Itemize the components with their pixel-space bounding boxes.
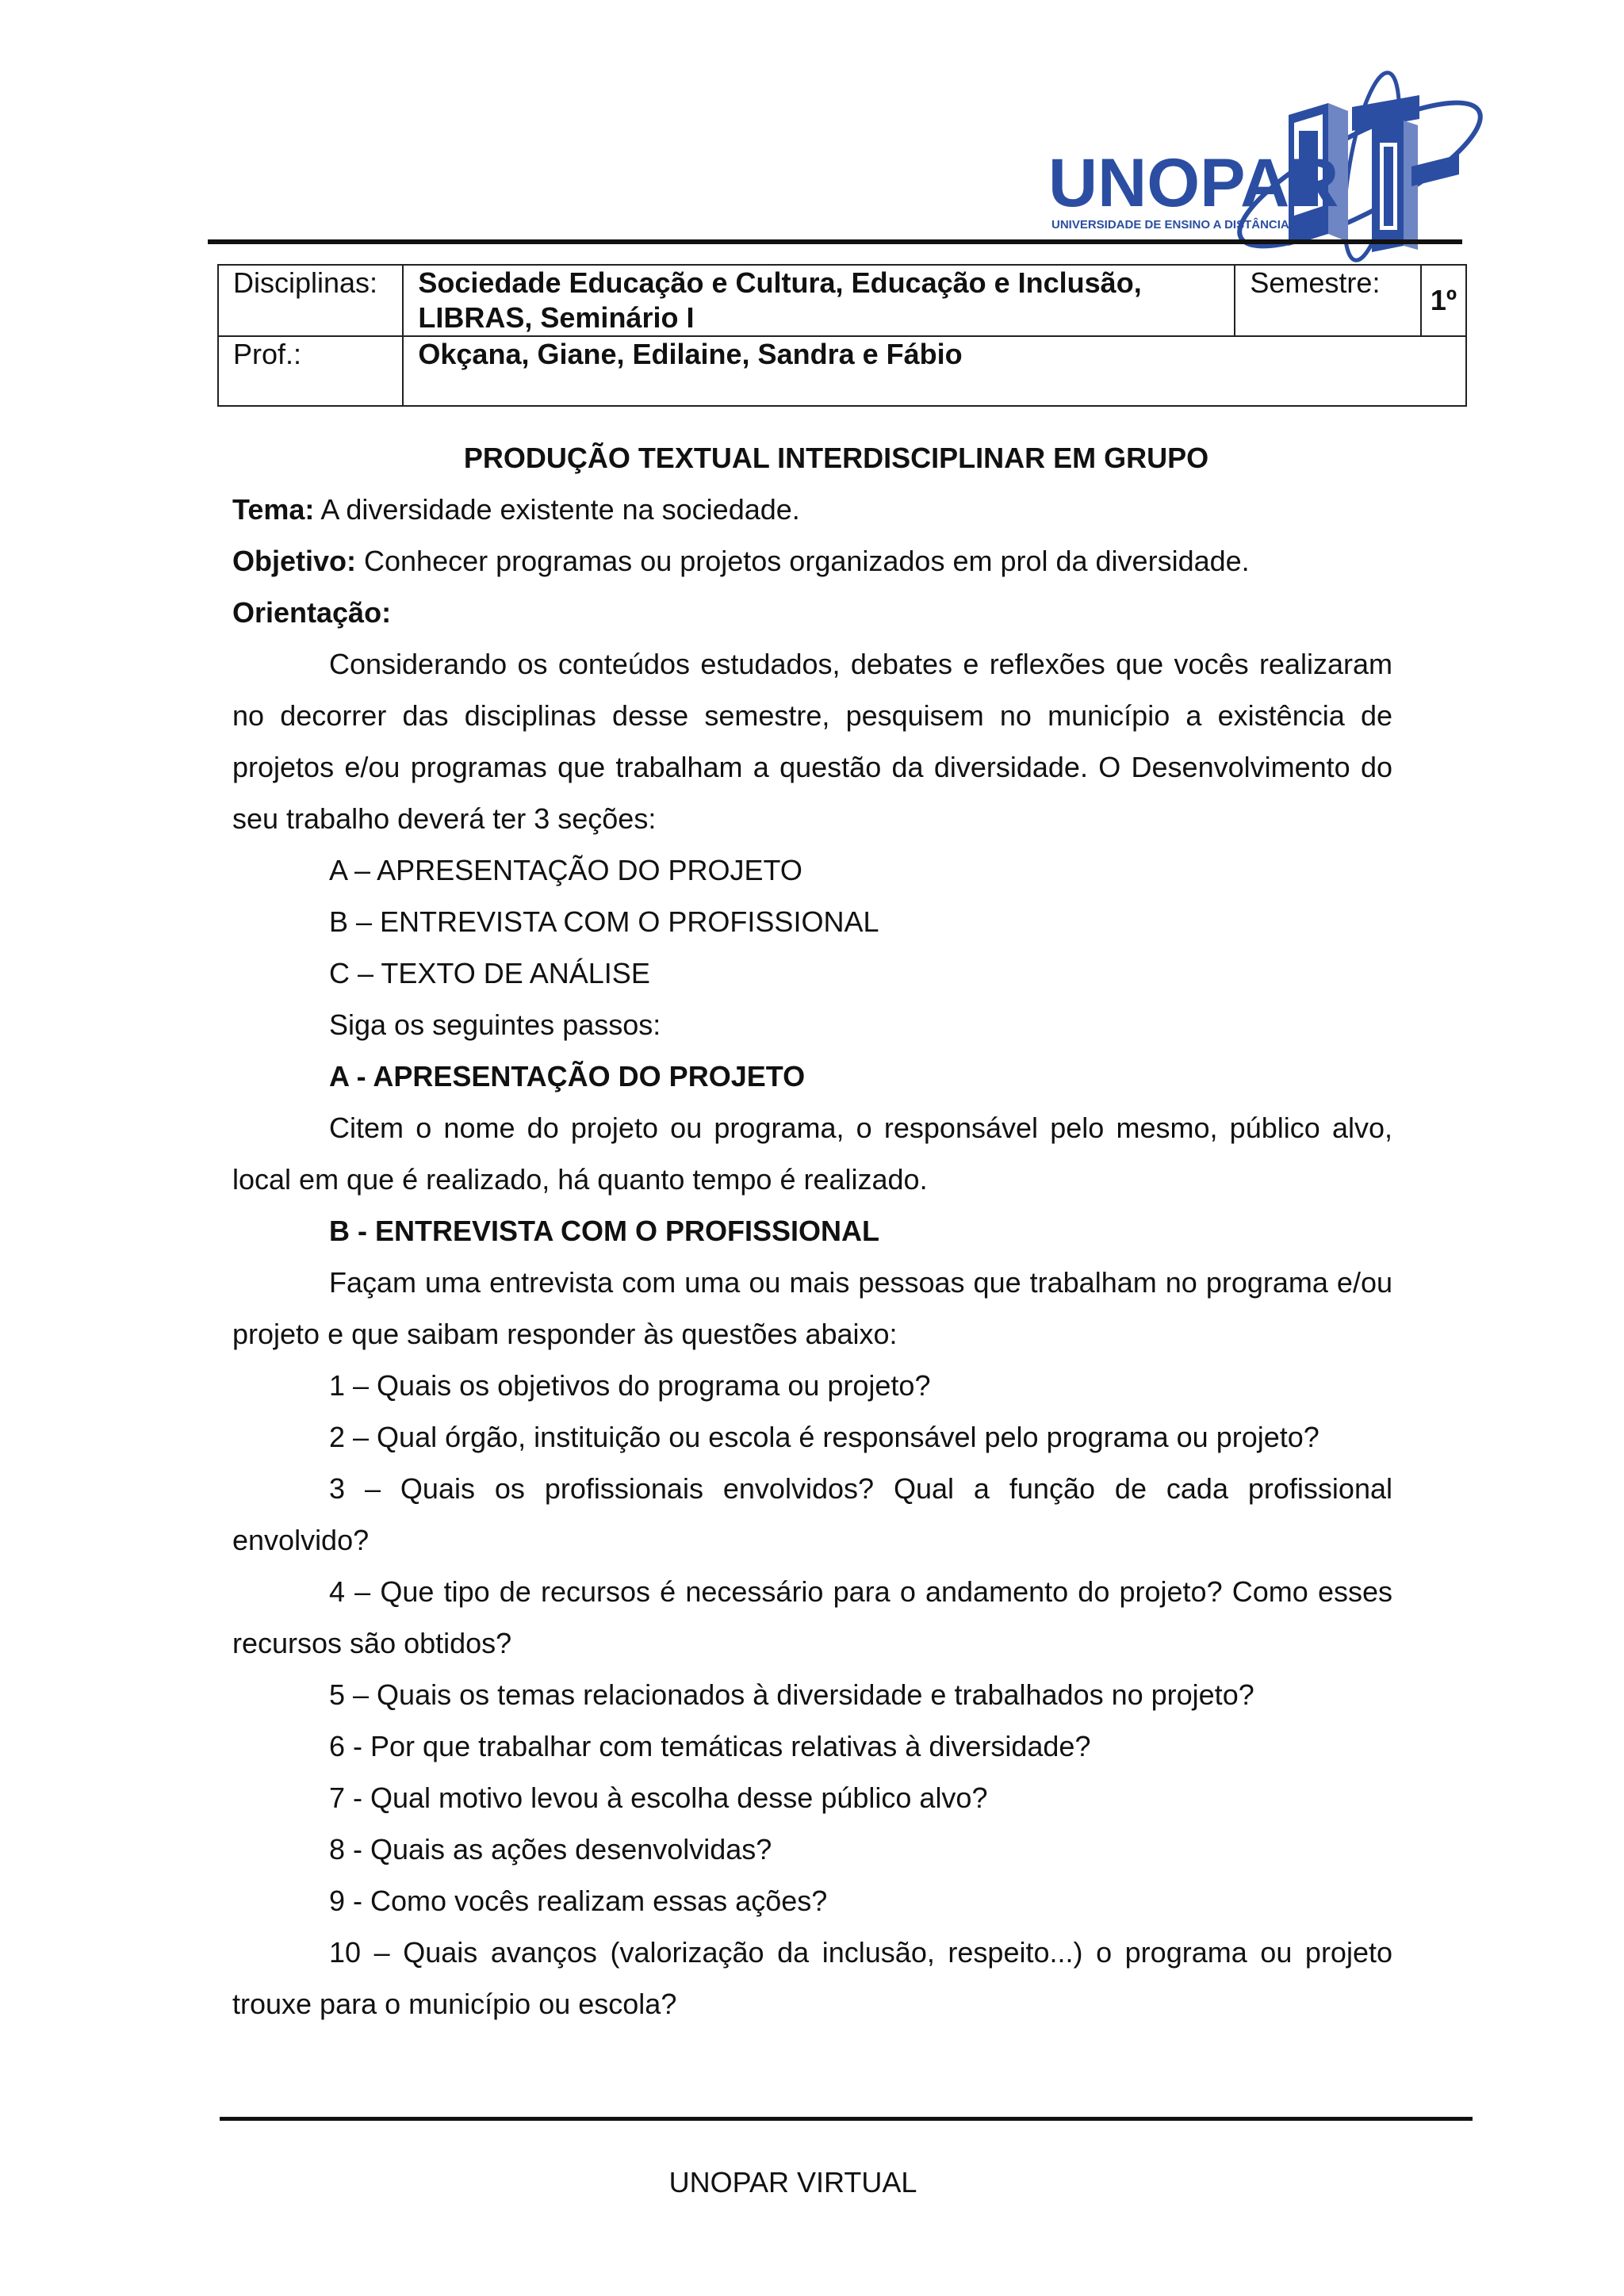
- objetivo-line: [232, 535, 1392, 587]
- table-row: [218, 336, 1466, 406]
- question-item: 1 – Quais os objetivos do programa ou projeto?: [329, 1369, 931, 1402]
- section-a-text: Citem o nome do projeto ou programa, o responsável pelo mesmo, público alvo, local em que é realizado, há quanto tempo é realizado.: [232, 1112, 1392, 1196]
- course-info-table: [217, 264, 1467, 407]
- tema-label: Tema:: [232, 493, 315, 526]
- question-item: 2 – Qual órgão, instituição ou escola é responsável pelo programa ou projeto?: [329, 1421, 1320, 1453]
- objetivo-label: Objetivo:: [232, 545, 357, 577]
- footer-rule: [220, 2117, 1473, 2121]
- section-a-heading: A - APRESENTAÇÃO DO PROJETO: [329, 1060, 806, 1093]
- question-item: 4 – Que tipo de recursos é necessário para o andamento do projeto? Como esses recursos são obtidos?: [232, 1575, 1392, 1659]
- footer-text: UNOPAR VIRTUAL: [668, 2166, 917, 2198]
- logo-wordmark: UNOPAR: [1048, 145, 1339, 221]
- unopar-logo: [1047, 48, 1491, 270]
- objetivo-text: Conhecer programas ou projetos organizados em prol da diversidade.: [356, 545, 1250, 577]
- question-item: 10 – Quais avanços (valorização da inclusão, respeito...) o programa ou projeto trouxe para o município ou escola?: [232, 1936, 1392, 2020]
- section-b-text: Façam uma entrevista com uma ou mais pessoas que trabalham no programa e/ou projeto e que saibam responder às questões abaixo:: [232, 1266, 1392, 1350]
- section-b-heading: B - ENTREVISTA COM O PROFISSIONAL: [329, 1215, 880, 1247]
- question-item: 6 - Por que trabalhar com temáticas relativas à diversidade?: [329, 1730, 1091, 1762]
- document-title: PRODUÇÃO TEXTUAL INTERDISCIPLINAR EM GRUPO: [463, 442, 1209, 474]
- tema-line: [232, 484, 1392, 535]
- tema-text: A diversidade existente na sociedade.: [314, 493, 800, 526]
- logo-tagline: UNIVERSIDADE DE ENSINO A DISTÂNCIA: [1051, 218, 1289, 232]
- question-item: 7 - Qual motivo levou à escolha desse público alvo?: [329, 1781, 988, 1814]
- prof-value: Okçana, Giane, Edilaine, Sandra e Fábio: [403, 336, 1466, 406]
- disciplinas-value: Sociedade Educação e Cultura, Educação e Inclusão, LIBRAS, Seminário I: [403, 265, 1235, 336]
- section-list-item: C – TEXTO DE ANÁLISE: [329, 957, 650, 989]
- orientacao-label: Orientação:: [232, 596, 392, 629]
- semestre-label: Semestre:: [1235, 265, 1421, 336]
- intro-paragraph: Considerando os conteúdos estudados, debates e reflexões que vocês realizaram no decorrer das disciplinas desse semestre, pesquisem no município a existência de projetos e/ou programas que trabalham a questão da diversidade. O Desenvolvimento do seu trabalho deverá ter 3 seções:: [232, 648, 1392, 835]
- disciplinas-label: Disciplinas:: [218, 265, 403, 336]
- document-body: [232, 432, 1392, 2030]
- header-rule: [208, 239, 1462, 244]
- semestre-value: 1º: [1421, 265, 1466, 336]
- question-item: 9 - Como vocês realizam essas ações?: [329, 1885, 828, 1917]
- question-item: 8 - Quais as ações desenvolvidas?: [329, 1833, 772, 1866]
- section-list-item: A – APRESENTAÇÃO DO PROJETO: [329, 854, 802, 886]
- section-list-item: B – ENTREVISTA COM O PROFISSIONAL: [329, 905, 879, 938]
- question-item: 3 – Quais os profissionais envolvidos? Qual a função de cada profissional envolvido?: [232, 1472, 1392, 1556]
- table-row: [218, 265, 1466, 336]
- page-footer: [0, 2166, 1624, 2199]
- question-item: 5 – Quais os temas relacionados à diversidade e trabalhados no projeto?: [329, 1678, 1254, 1711]
- steps-intro: Siga os seguintes passos:: [329, 1008, 661, 1041]
- prof-label: Prof.:: [218, 336, 403, 406]
